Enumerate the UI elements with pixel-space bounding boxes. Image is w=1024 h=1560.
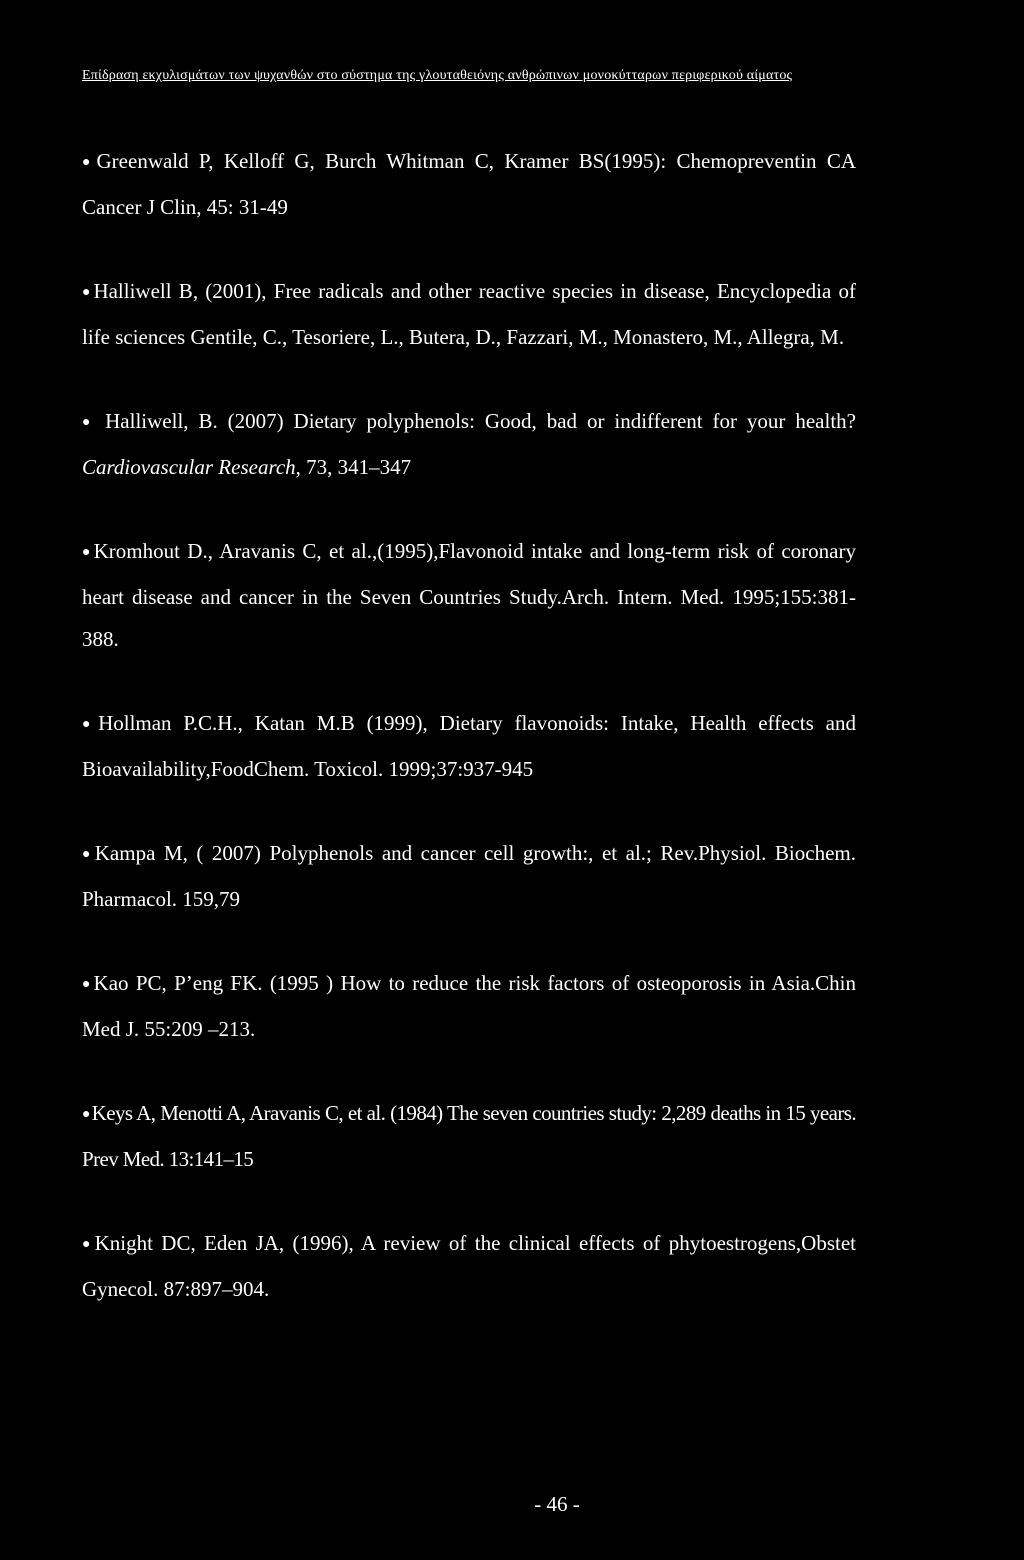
reference-item (82, 962, 856, 1050)
page-number: - 46 - (534, 1492, 580, 1516)
reference-text: Hollman P.C.H., Katan M.B (1999), Dietary flavonoids: Intake, Health effects and Bioavailability,FoodChem. Toxicol. 1999;37:937-945 (82, 711, 856, 781)
bullet-icon: ● (82, 717, 98, 732)
bullet-icon: ● (82, 415, 96, 430)
reference-item (82, 140, 856, 228)
reference-text: Keys A, Menotti A, Aravanis C, et al. (1984) The seven countries study: 2,289 deaths in 15 years. Prev Med. 13:141–15 (82, 1101, 856, 1171)
reference-item (82, 832, 856, 920)
reference-item (82, 400, 856, 488)
bullet-icon: ● (82, 847, 94, 862)
reference-item (82, 1092, 856, 1180)
reference-text: , 73, 341–347 (295, 455, 412, 479)
running-header: Επίδραση εκχυλισμάτων των ψυχανθών στο σύστημα της γλουταθειόνης ανθρώπινων μονοκύτταρων περιφερικού αίματος (82, 68, 793, 83)
bullet-icon: ● (82, 155, 96, 170)
bullet-icon: ● (82, 1237, 94, 1252)
reference-list (82, 140, 856, 1310)
reference-text: Knight DC, Eden JA, (1996), A review of the clinical effects of phytoestrogens,Obstet Gynecol. 87:897–904. (82, 1231, 856, 1301)
reference-text: Halliwell B, (2001), Free radicals and other reactive species in disease, Encyclopedia of life sciences Gentile, C., Tesoriere, L., Butera, D., Fazzari, M., Monastero, M., Allegra, M. (82, 279, 856, 349)
reference-text: Kromhout D., Aravanis C, et al.,(1995),Flavonoid intake and long-term risk of coronary heart disease and cancer in the Seven Countries Study.Arch. Intern. Med. 1995;155:381-388. (82, 539, 856, 651)
reference-item (82, 702, 856, 790)
bullet-icon: ● (82, 977, 93, 992)
bullet-icon: ● (82, 285, 93, 300)
bullet-icon: ● (82, 1107, 91, 1122)
reference-text: Kampa M, ( 2007) Polyphenols and cancer cell growth:, et al.; Rev.Physiol. Biochem. Pharmacol. 159,79 (82, 841, 856, 911)
bullet-icon: ● (82, 545, 93, 560)
reference-item (82, 530, 856, 660)
reference-item (82, 1222, 856, 1310)
reference-item (82, 270, 856, 358)
reference-text: Kao PC, P’eng FK. (1995 ) How to reduce the risk factors of osteoporosis in Asia.Chin Med J. 55:209 –213. (82, 971, 856, 1041)
reference-text: Halliwell, B. (2007) Dietary polyphenols: Good, bad or indifferent for your health? (105, 409, 856, 433)
reference-text: Greenwald P, Kelloff G, Burch Whitman C, Kramer BS(1995): Chemopreventin CA Cancer J Clin, 45: 31-49 (82, 149, 856, 219)
journal-title: Cardiovascular Research (82, 455, 296, 479)
